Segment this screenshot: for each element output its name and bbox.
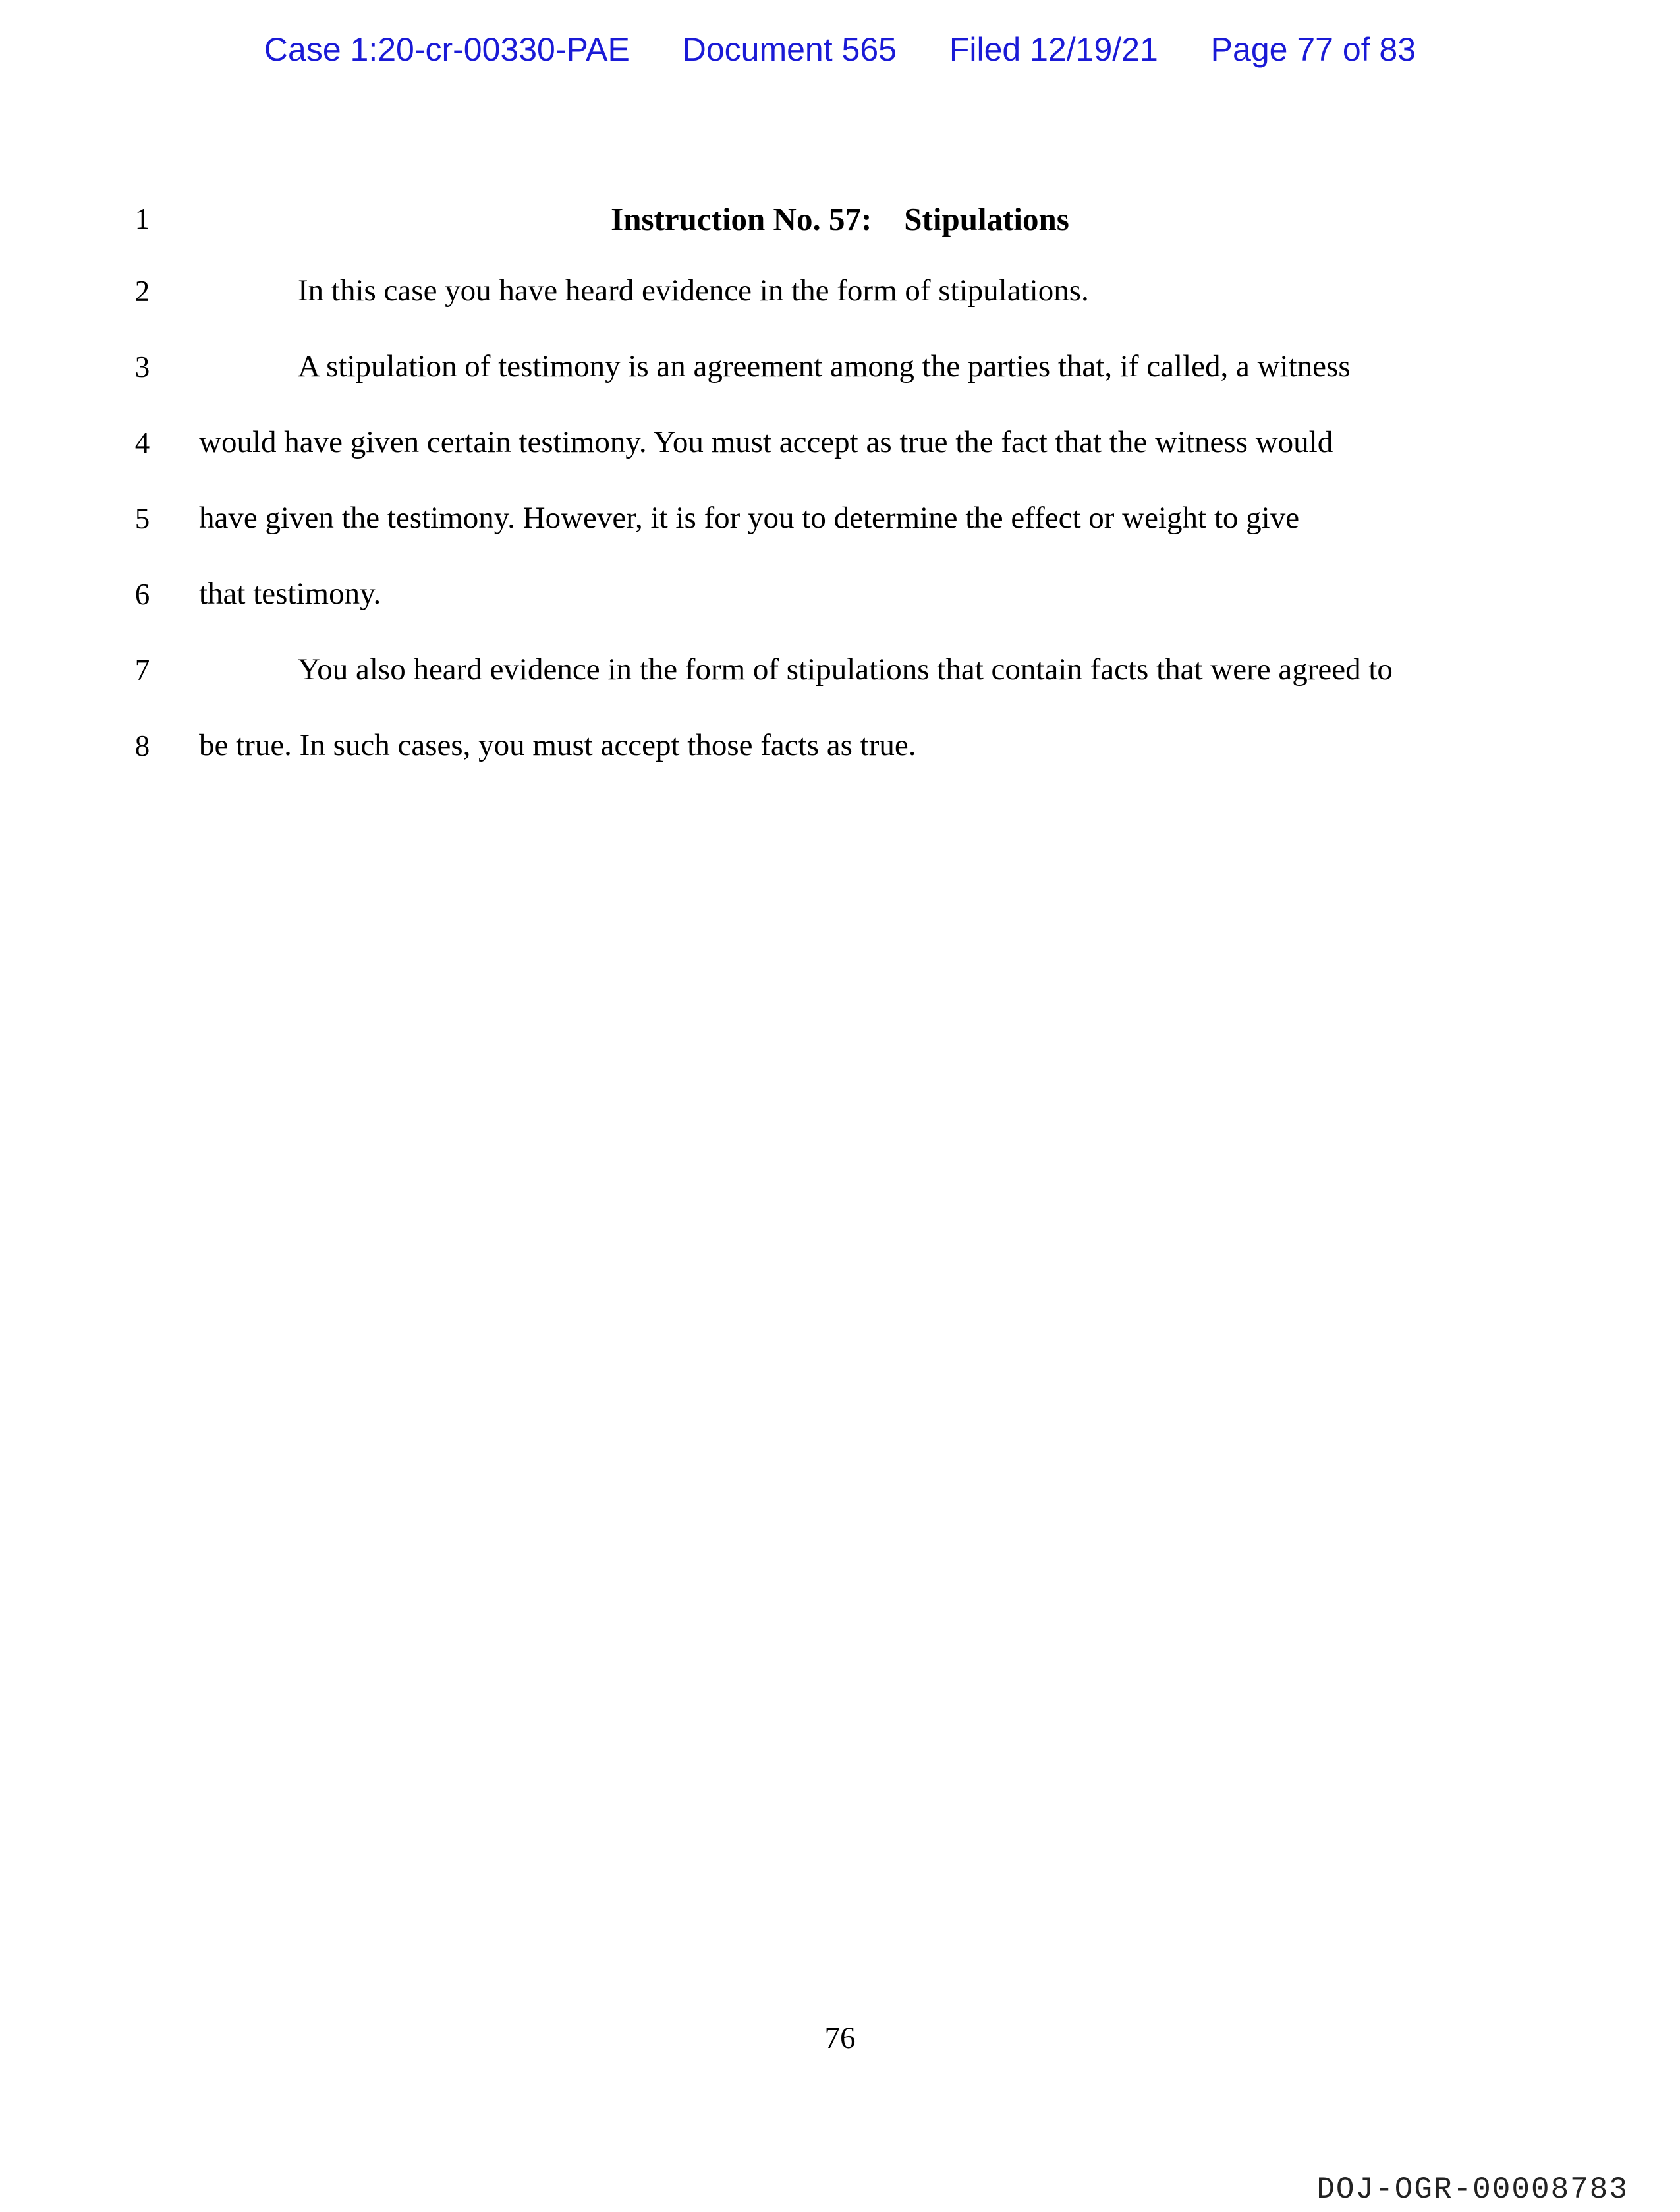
page-of-total: Page 77 of 83 xyxy=(1210,31,1416,68)
instruction-heading: Instruction No. 57: Stipulations xyxy=(611,201,1069,237)
body-line-5: have given the testimony. However, it is for you to determine the effect or weight to give xyxy=(199,501,1300,535)
line-number-4: 4 xyxy=(134,426,150,459)
line-number-2: 2 xyxy=(134,275,150,308)
body-line-6: that testimony. xyxy=(199,577,381,611)
line-number-8: 8 xyxy=(134,729,150,762)
body-line-7: You also heard evidence in the form of stipulations that contain facts that were agreed to xyxy=(298,652,1393,687)
body-line-8: be true. In such cases, you must accept those facts as true. xyxy=(199,728,916,762)
ecf-header xyxy=(0,30,1680,69)
line-number-5: 5 xyxy=(134,502,150,535)
line-number-7: 7 xyxy=(134,654,150,687)
case-number: Case 1:20-cr-00330-PAE xyxy=(264,31,630,68)
line-number-3: 3 xyxy=(134,351,150,383)
bates-number: DOJ-OGR-00008783 xyxy=(1316,2172,1629,2207)
page-number: 76 xyxy=(824,2021,856,2055)
body-line-2: In this case you have heard evidence in the form of stipulations. xyxy=(298,273,1089,308)
filed-date: Filed 12/19/21 xyxy=(949,31,1158,68)
body-line-4: would have given certain testimony. You must accept as true the fact that the witness would xyxy=(199,425,1333,459)
line-number-6: 6 xyxy=(134,578,150,611)
line-number-1: 1 xyxy=(134,202,150,235)
body-line-3: A stipulation of testimony is an agreement among the parties that, if called, a witness xyxy=(298,349,1351,383)
document-number: Document 565 xyxy=(682,31,897,68)
